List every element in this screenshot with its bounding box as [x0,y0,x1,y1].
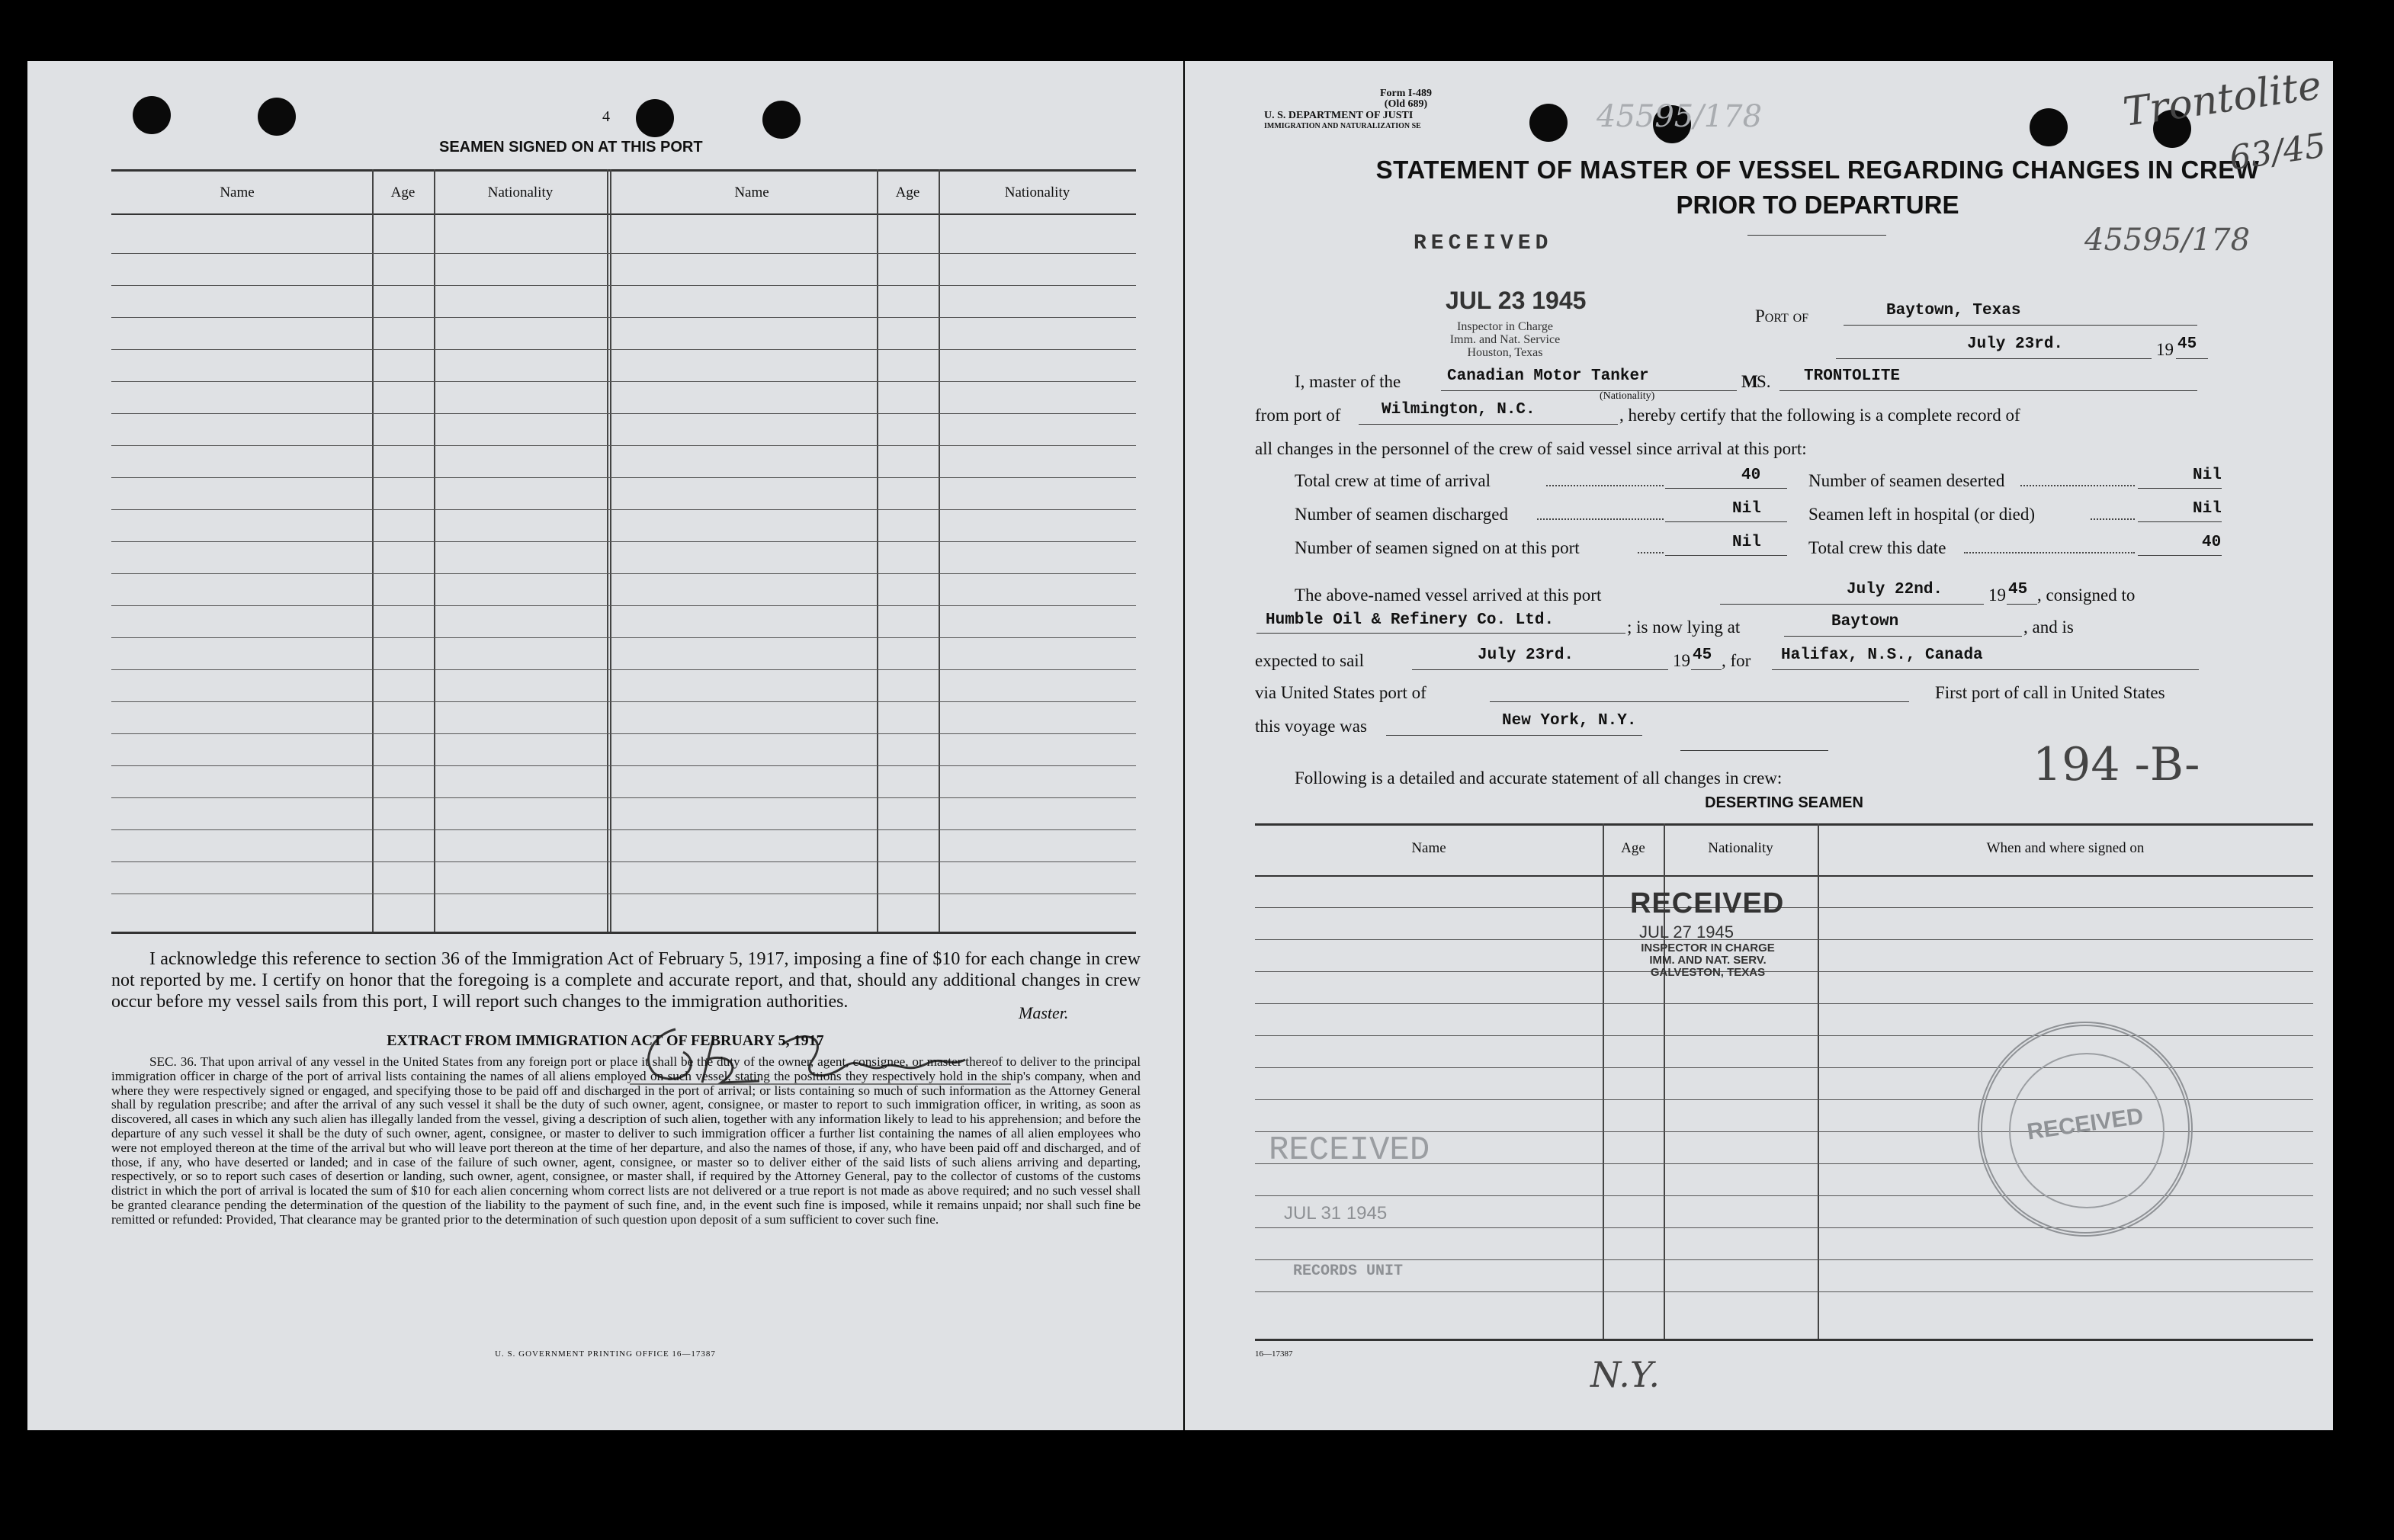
punch-hole [636,99,674,137]
handwritten-code: 194 -B- [2033,738,2200,791]
first-port-label: First port of call in United States [1935,683,2165,702]
date-value: July 23rd. [1967,335,2064,353]
for-label: , for [1722,651,1751,670]
arrived-label: The above-named vessel arrived at this port [1295,586,1602,605]
consigned-label: , consigned to [2037,586,2136,605]
stamp-records-unit: RECORDS UNIT [1293,1262,1404,1280]
col-header-name: Name [220,184,255,201]
section-title: SEAMEN SIGNED ON AT THIS PORT [439,139,703,156]
right-page [1185,61,2333,1430]
handwritten-file-number: 45595/178 [2084,223,2251,258]
ss-prefix: M [1741,372,1758,391]
form-number: Form I-489 [1379,88,1433,99]
total-crew-arrival-label: Total crew at time of arrival [1295,471,1491,490]
handwritten-initials: N.Y. [1590,1354,1660,1395]
extract-text: SEC. 36. That upon arrival of any vessel in the United States from any foreign port or place it shall be the duty of the owner, agent, consignee, or master thereof to deliver to the principal immigration officer in charge of the port of arrival lists containing the names of all aliens employed on such vessel, stating the positions they respectively hold in the ship's company, when and where they were respectively signed or engaged, and specifying those to be paid off and discharged in the port of arrival; or lists containing so much of such information as the Attorney General shall by regulation prescribe; and after the arrival of any such vessel it shall be the duty of such owner, agent, consignee, or master to report to such immigration officer, in writing, as soon as discovered, all cases in which any such alien has illegally landed from the vessel, giving a description of such alien, together with any information likely to lead to his apprehension; and before the departure of any such vessel it shall be the duty of such owner, agent, consignee, or master to deliver to such immigration officer a further list containing the names of all alien employees who were not employed thereon at the time of the arrival but who will leave port thereon at the time of her departure, and also the names of those, if any, who have been paid off and discharged, and of those, if any, who have deserted or landed; and in case of the failure of such owner, agent, consignee, or master so to deliver either of the said lists of such aliens arriving and departing, respectively, or so to report such cases of desertion or landing, such owner, agent, consignee, or master shall, if required by the Attorney General, pay to the collector of customs of the customs district in which the port of arrival is located the sum of $10 for each alien concerning whom correct lists are not delivered or a true report is not made as above required; and no such vessel shall be granted clearance pending the determination of the question of the liability to the payment of such fine, and, in the event such fine is imposed, while it remains unpaid; nor shall such fine be remitted or refunded: Provided, That clearance may be granted prior to the determination of such question upon deposit of a sum sufficient to cover such fine. [111,1054,1141,1227]
col-header-name: Name [734,184,769,201]
deserting-title: DESERTING SEAMEN [1705,794,1863,811]
printer-line: 16—17387 [1255,1349,1293,1359]
discharged-value: Nil [1732,500,1761,518]
col-header-nationality: Nationality [1004,184,1070,201]
hospital-value: Nil [2193,500,2222,518]
document-title-line1: STATEMENT OF MASTER OF VESSEL REGARDING CHANGES IN CREW [1375,156,2260,184]
round-stamp-label: RECEIVED [2025,1103,2145,1145]
master-of-the-label: I, master of the [1295,372,1401,391]
consignee-value: Humble Oil & Refinery Co. Ltd. [1266,611,1555,629]
year-value: 45 [2177,335,2197,353]
acknowledgment-text: I acknowledge this reference to section 36 of the Immigration Act of February 5, 1917, imposing a fine of $10 for each change in crew not reported by me. I certify on honor that the foregoing is a complete and accurate report, and that, should any additional changes in crew occur before my vessel sails from this port, I will report such changes to the immigration authorities. [111,949,1141,1012]
stamp-office: Inspector in Charge Imm. and Nat. Service Houston, Texas [1449,320,1561,359]
ss-label: S. [1757,372,1771,391]
port-value: Baytown, Texas [1886,302,2021,319]
nationality-value: Canadian Motor Tanker [1447,367,1649,385]
left-page [27,61,1183,1430]
lying-label: ; is now lying at [1627,618,1741,637]
punch-hole [1529,104,1568,142]
certify-text: , hereby certify that the following is a complete record of [1619,406,2020,425]
punch-hole [2030,108,2068,146]
sail-year: 45 [1693,646,1712,664]
col-header-age: Age [895,184,920,201]
col-header-signed-on: When and where signed on [1986,840,2145,856]
page-number: 4 [602,108,610,125]
all-changes-text: all changes in the personnel of the crew of said vessel since arrival at this port: [1255,439,1807,458]
total-crew-date-value: 40 [2202,534,2222,551]
and-is-label: , and is [2023,618,2074,637]
following-text: Following is a detailed and accurate statement of all changes in crew: [1295,768,1783,788]
arrived-date: July 22nd. [1847,581,1943,598]
nationality-caption: (Nationality) [1600,390,1655,402]
discharged-label: Number of seamen discharged [1295,505,1508,524]
printer-line: U. S. GOVERNMENT PRINTING OFFICE 16—17387 [495,1349,716,1359]
from-port-value: Wilmington, N.C. [1382,401,1536,419]
arrived-year: 45 [2008,581,2028,598]
deserted-value: Nil [2193,467,2222,484]
deserted-label: Number of seamen deserted [1808,471,2005,490]
total-crew-date-label: Total crew this date [1808,538,1946,557]
stamp-date: JUL 31 1945 [1284,1203,1388,1224]
first-port-value: New York, N.Y. [1502,712,1637,730]
punch-hole [762,101,801,139]
stamp-office: INSPECTOR IN CHARGE IMM. AND NAT. SERV. GALVESTON, TEXAS [1641,942,1775,979]
form-number-block [1337,88,1475,110]
hospital-label: Seamen left in hospital (or died) [1808,505,2036,524]
stamp-received-label: RECEIVED [1269,1131,1430,1169]
port-label: Port of [1755,306,1809,326]
total-crew-arrival-value: 40 [1741,467,1761,484]
service-name: IMMIGRATION AND NATURALIZATION SE [1264,122,1421,130]
arrived-year-prefix: 19 [1988,586,2006,605]
destination-value: Halifax, N.S., Canada [1781,646,1983,664]
expected-label: expected to sail [1255,651,1365,670]
from-port-label: from port of [1255,406,1341,425]
sail-year-prefix: 19 [1673,651,1690,670]
faint-file-number: 45595/178 [1597,99,1763,134]
voyage-label: this voyage was [1255,717,1367,736]
department-name: U. S. DEPARTMENT OF JUSTI [1264,110,1414,121]
col-header-nationality: Nationality [487,184,554,201]
lying-value: Baytown [1831,613,1899,630]
signed-on-label: Number of seamen signed on at this port [1295,538,1580,557]
stamp-received-label: RECEIVED [1630,887,1785,919]
stamp-date: JUL 27 1945 [1639,922,1734,942]
col-header-age: Age [1621,840,1645,856]
master-label: Master. [1019,1003,1069,1022]
col-header-name: Name [1411,840,1446,856]
punch-hole [133,96,171,134]
stamp-date: JUL 23 1945 [1446,287,1587,314]
handwritten-vessel-name: Trontolite [2120,63,2325,136]
signed-on-value: Nil [1732,534,1761,551]
punch-hole [258,98,296,136]
old-form-number: (Old 689) [1384,98,1428,110]
handwritten-reference: 63/45 [2227,126,2328,178]
round-received-stamp [1978,1022,2193,1237]
stamp-received-label: RECEIVED [1414,232,1553,255]
year-prefix: 19 [2156,340,2174,359]
sail-date: July 23rd. [1478,646,1574,664]
col-header-nationality: Nationality [1708,840,1773,856]
via-label: via United States port of [1255,683,1426,702]
col-header-age: Age [390,184,416,201]
vessel-name: TRONTOLITE [1804,367,1901,385]
extract-title: EXTRACT FROM IMMIGRATION ACT OF FEBRUARY 5, 1917 [387,1032,824,1049]
document-title-line2: PRIOR TO DEPARTURE [1676,191,1959,219]
